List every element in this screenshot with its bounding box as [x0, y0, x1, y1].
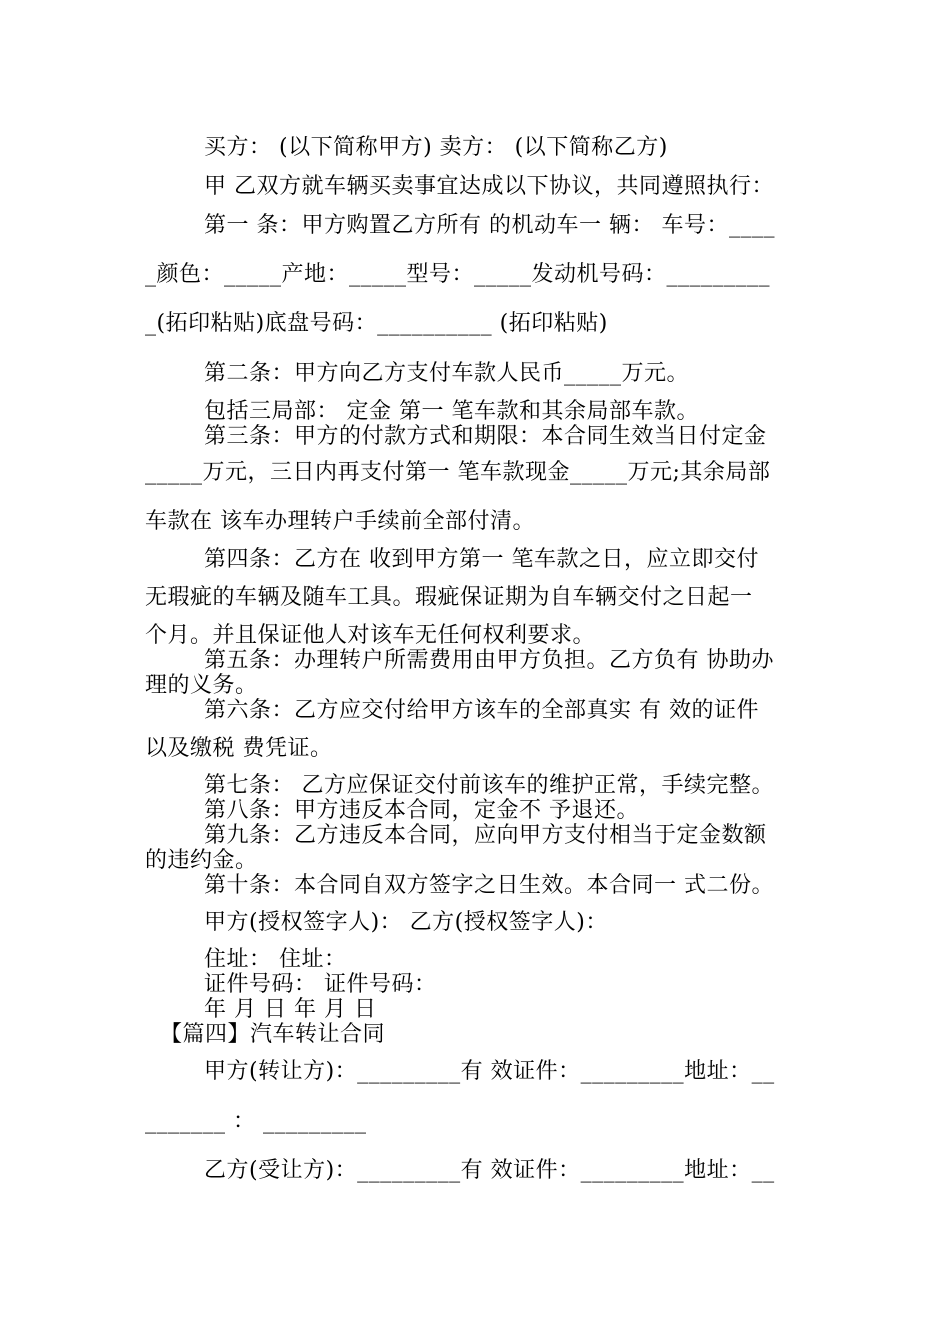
article-7: 第七条： 乙方应保证交付前该车的维护正常，手续完整。: [204, 773, 774, 798]
article-1-line-1: 第一 条：甲方购置乙方所有 的机动车一 辆： 车号：____: [204, 213, 775, 238]
article-6-line-2: 以及缴税 费凭证。: [145, 736, 333, 761]
article-5-line-1: 第五条：办理转户所需费用由甲方负担。乙方负有 协助办: [204, 648, 774, 673]
article-2: 第二条：甲方向乙方支付车款人民币_____万元。: [204, 361, 690, 386]
article-5-line-2: 理的义务。: [145, 673, 258, 698]
section-heading: 【篇四】汽车转让合同: [160, 1022, 386, 1047]
article-1-line-2: _颜色：_____产地：_____型号：_____发动机号码：_________: [145, 262, 771, 287]
article-9-line-1: 第九条：乙方违反本合同，应向甲方支付相当于定金数额: [204, 823, 767, 848]
article-3-line-3: 车款在 该车办理转户手续前全部付清。: [145, 509, 535, 534]
article-2-detail: 包括三局部： 定金 第一 笔车款和其余局部车款。: [204, 399, 699, 424]
article-8: 第八条：甲方违反本合同，定金不 予退还。: [204, 798, 639, 823]
signatories-line: 甲方(授权签字人)： 乙方(授权签字人)：: [204, 910, 608, 935]
date-line: 年 月 日 年 月 日: [204, 997, 377, 1022]
agreement-intro: 甲 乙双方就车辆买卖事宜达成以下协议，共同遵照执行：: [204, 174, 774, 199]
article-4-line-1: 第四条：乙方在 收到甲方第一 笔车款之日，应立即交付: [204, 547, 759, 572]
transferee-line-1: 乙方(受让方)：_________有 效证件：_________地址：__: [204, 1158, 775, 1183]
buyer-seller-line: 买方： (以下简称甲方) 卖方： (以下简称乙方): [204, 135, 668, 160]
article-3-line-2: _____万元，三日内再支付第一 笔车款现金_____万元;其余局部: [145, 460, 771, 485]
transferor-line-2: _______ ： _________: [145, 1109, 367, 1134]
id-number-line: 证件号码： 证件号码：: [204, 972, 437, 997]
article-6-line-1: 第六条：乙方应交付给甲方该车的全部真实 有 效的证件: [204, 698, 759, 723]
article-10: 第十条：本合同自双方签字之日生效。本合同一 式二份。: [204, 873, 774, 898]
transferor-line-1: 甲方(转让方)：_________有 效证件：_________地址：__: [204, 1059, 775, 1084]
article-1-line-3: _(拓印粘贴)底盘号码：__________ (拓印粘贴): [145, 311, 608, 336]
article-9-line-2: 的违约金。: [145, 848, 258, 873]
address-line: 住址： 住址：: [204, 947, 347, 972]
article-4-line-2: 无瑕疵的车辆及随车工具。瑕疵保证期为自车辆交付之日起一: [145, 585, 753, 610]
article-3-line-1: 第三条：甲方的付款方式和期限：本合同生效当日付定金: [204, 424, 767, 449]
article-4-line-3: 个月。并且保证他人对该车无任何权利要求。: [145, 623, 596, 648]
